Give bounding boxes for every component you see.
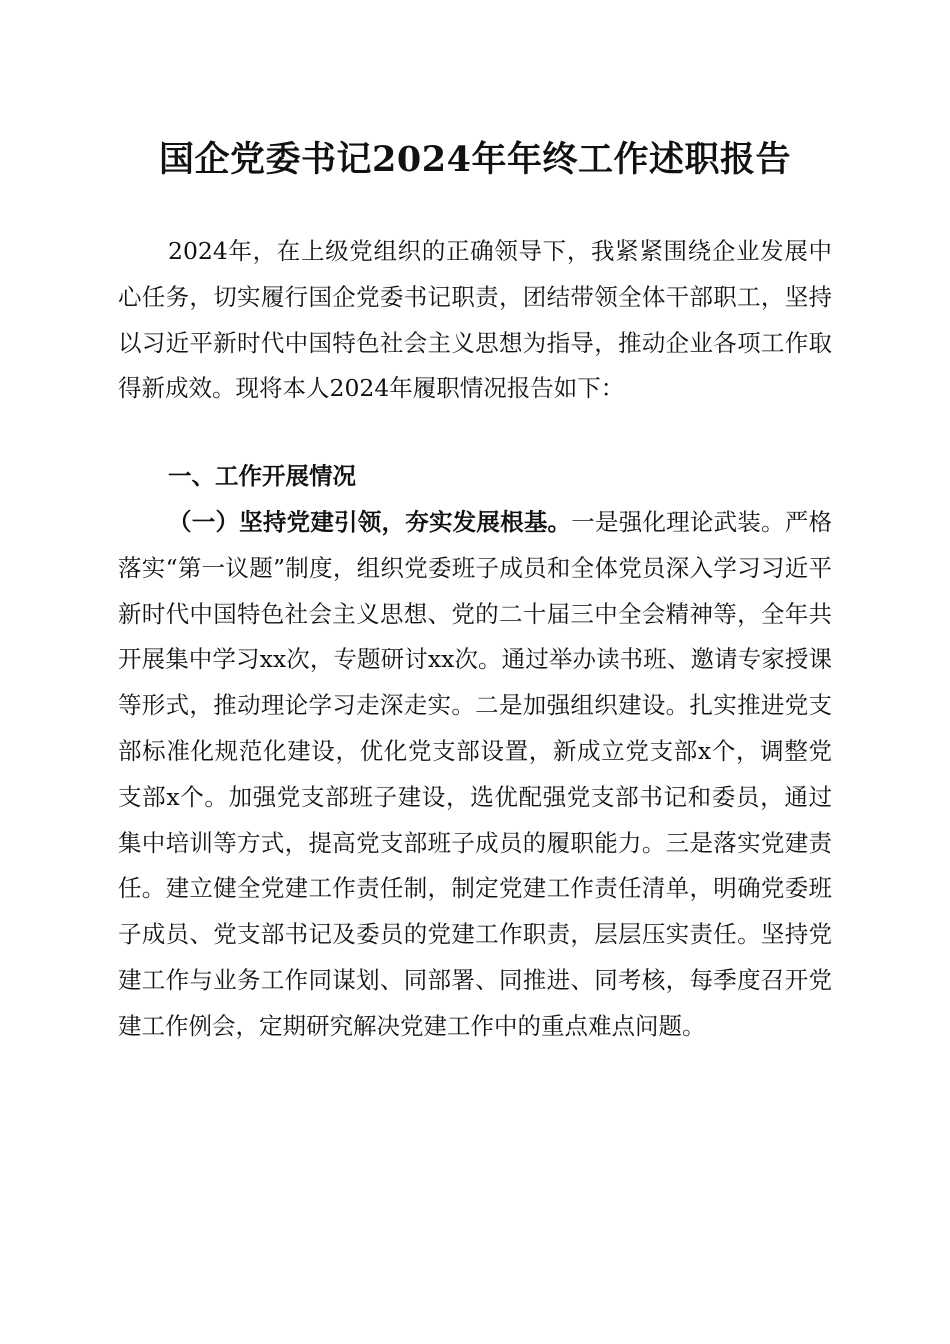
document-title: 国企党委书记2024年年终工作述职报告: [159, 139, 791, 180]
subsection-lead: （一）坚持党建引领，夯实发展根基。: [168, 508, 572, 536]
subsection-paragraph: [118, 500, 832, 1050]
subsection-body: 一是强化理论武装。严格落实“第一议题”制度，组织党委班子成员和全体党员深入学习习近平新时代中国特色社会主义思想、党的二十届三中全会精神等，全年共开展集中学习xx次，专题研讨xx次。通过举办读书班、邀请专家授课等形式，推动理论学习走深走实。二是加强组织建设。扎实推进党支部标准化规范化建设，优化党支部设置，新成立党支部x个，调整党支部x个。加强党支部班子建设，选优配强党支部书记和委员，通过集中培训等方式，提高党支部班子成员的履职能力。三是落实党建责任。建立健全党建工作责任制，制定党建工作责任清单，明确党委班子成员、党支部书记及委员的党建工作职责，层层压实责任。坚持党建工作与业务工作同谋划、同部署、同推进、同考核，每季度召开党建工作例会，定期研究解决党建工作中的重点难点问题。: [118, 508, 833, 1040]
section-heading: 一、工作开展情况: [168, 462, 356, 490]
intro-paragraph: 2024年，在上级党组织的正确领导下，我紧紧围绕企业发展中心任务，切实履行国企党委书记职责，团结带领全体干部职工，坚持以习近平新时代中国特色社会主义思想为指导，推动企业各项工作取得新成效。现将本人2024年履职情况报告如下：: [118, 237, 832, 403]
